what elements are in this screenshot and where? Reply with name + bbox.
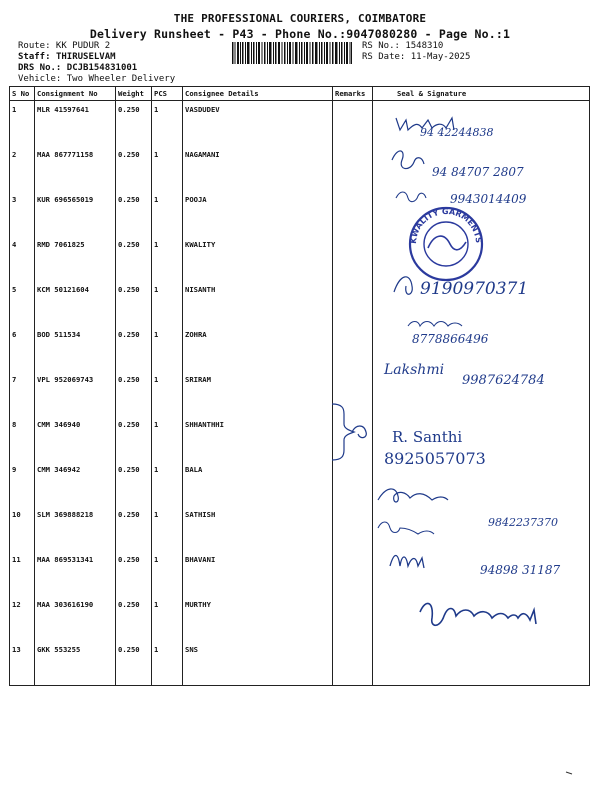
table-row xyxy=(10,326,590,371)
consignment-cell: MAA 869531341 xyxy=(35,551,116,596)
remarks-cell xyxy=(333,326,373,371)
consignee-cell: POOJA xyxy=(183,191,333,236)
stamp-text: KWALITY GARMENTS xyxy=(408,206,484,245)
signature-cell xyxy=(373,551,590,596)
table-row xyxy=(10,551,590,596)
sno-cell: 9 xyxy=(10,461,35,506)
table-row xyxy=(10,101,590,147)
staff-line xyxy=(18,52,116,63)
weight-cell: 0.250 xyxy=(116,506,152,551)
runsheet-table xyxy=(9,86,590,686)
consignee-cell: KWALITY xyxy=(183,236,333,281)
remarks-cell xyxy=(333,596,373,641)
handwritten-phone: 8925057073 xyxy=(384,449,486,468)
drs-line xyxy=(18,63,137,74)
sno-cell: 12 xyxy=(10,596,35,641)
signature-cell xyxy=(373,506,590,551)
consignment-cell: CMM 346940 xyxy=(35,416,116,461)
consignee-cell: ZOHRA xyxy=(183,326,333,371)
remarks-cell xyxy=(333,416,373,461)
handwritten-phone: 9842237370 xyxy=(488,516,558,529)
drs-value: DCJB154831001 xyxy=(66,63,138,73)
pcs-cell: 1 xyxy=(152,596,183,641)
consignee-cell: VASDUDEV xyxy=(183,101,333,147)
sno-cell: 10 xyxy=(10,506,35,551)
table-row xyxy=(10,461,590,506)
weight-cell: 0.250 xyxy=(116,101,152,147)
handwritten-phone: 9190970371 xyxy=(420,279,529,299)
handwritten-phone: 9987624784 xyxy=(462,373,545,388)
table-header-row xyxy=(10,87,590,101)
consignment-cell: BOD 511534 xyxy=(35,326,116,371)
signature-cell xyxy=(373,191,590,236)
col-remarks-header: Remarks xyxy=(333,87,373,101)
rs-date: RS Date: 11-May-2025 xyxy=(362,52,471,62)
col-signature-header: Seal & Signature xyxy=(373,87,590,101)
sno-cell: 13 xyxy=(10,641,35,686)
weight-cell: 0.250 xyxy=(116,371,152,416)
staff-label: Staff: xyxy=(18,52,56,62)
handwritten-phone: 94898 31187 xyxy=(480,563,561,577)
remarks-cell xyxy=(333,461,373,506)
table-row xyxy=(10,596,590,641)
pcs-cell: 1 xyxy=(152,101,183,147)
consignee-cell: SRIRAM xyxy=(183,371,333,416)
signature-cell xyxy=(373,641,590,686)
signature-cell xyxy=(373,101,590,147)
sno-cell: 5 xyxy=(10,281,35,326)
remarks-cell xyxy=(333,506,373,551)
stray-mark xyxy=(566,772,572,774)
pcs-cell: 1 xyxy=(152,641,183,686)
pcs-cell: 1 xyxy=(152,326,183,371)
consignee-cell: SHHANTHHI xyxy=(183,416,333,461)
consignee-cell: BHAVANI xyxy=(183,551,333,596)
col-consignee-header: Consignee Details xyxy=(183,87,333,101)
handwritten-phone: 94 84707 2807 xyxy=(432,165,524,179)
sno-cell: 4 xyxy=(10,236,35,281)
handwritten-name: Lakshmi xyxy=(384,362,445,378)
weight-cell: 0.250 xyxy=(116,191,152,236)
pcs-cell: 1 xyxy=(152,236,183,281)
signature-cell xyxy=(373,146,590,191)
table-row xyxy=(10,191,590,236)
weight-cell: 0.250 xyxy=(116,461,152,506)
consignee-cell: SNS xyxy=(183,641,333,686)
pcs-cell: 1 xyxy=(152,551,183,596)
col-sno-header: S No xyxy=(10,87,35,101)
pcs-cell: 1 xyxy=(152,506,183,551)
consignment-cell: MAA 867771158 xyxy=(35,146,116,191)
company-title: THE PROFESSIONAL COURIERS, COIMBATORE xyxy=(173,12,427,25)
handwritten-phone: 94 42244838 xyxy=(420,126,494,139)
remarks-cell xyxy=(333,101,373,147)
signature-cell xyxy=(373,596,590,641)
pcs-cell: 1 xyxy=(152,281,183,326)
pcs-cell: 1 xyxy=(152,416,183,461)
consignment-cell: MLR 41597641 xyxy=(35,101,116,147)
runsheet-title: Delivery Runsheet - P43 - Phone No.:9047080280 - Page No.:1 xyxy=(89,27,511,41)
consignee-cell: MURTHY xyxy=(183,596,333,641)
remarks-cell xyxy=(333,641,373,686)
weight-cell: 0.250 xyxy=(116,281,152,326)
drs-label: DRS No.: xyxy=(18,63,67,73)
consignment-cell: CMM 346942 xyxy=(35,461,116,506)
consignment-cell: GKK 553255 xyxy=(35,641,116,686)
weight-cell: 0.250 xyxy=(116,326,152,371)
consignee-cell: NAGAMANI xyxy=(183,146,333,191)
sno-cell: 6 xyxy=(10,326,35,371)
consignee-cell: SATHISH xyxy=(183,506,333,551)
table-row xyxy=(10,641,590,686)
weight-cell: 0.250 xyxy=(116,596,152,641)
signature-cell xyxy=(373,416,590,461)
sno-cell: 7 xyxy=(10,371,35,416)
sno-cell: 11 xyxy=(10,551,35,596)
consignee-cell: NISANTH xyxy=(183,281,333,326)
consignment-cell: KUR 696565019 xyxy=(35,191,116,236)
table-row xyxy=(10,236,590,281)
table-row xyxy=(10,371,590,416)
weight-cell: 0.250 xyxy=(116,236,152,281)
sno-cell: 2 xyxy=(10,146,35,191)
weight-cell: 0.250 xyxy=(116,551,152,596)
table-row xyxy=(10,146,590,191)
signature-cell xyxy=(373,371,590,416)
consignment-cell: MAA 303616190 xyxy=(35,596,116,641)
staff-value: THIRUSELVAM xyxy=(55,52,116,62)
consignee-cell: BALA xyxy=(183,461,333,506)
sno-cell: 3 xyxy=(10,191,35,236)
remarks-cell xyxy=(333,236,373,281)
col-weight-header: Weight xyxy=(116,87,152,101)
remarks-cell xyxy=(333,551,373,596)
handwritten-name: R. Santhi xyxy=(392,428,463,446)
remarks-cell xyxy=(333,146,373,191)
remarks-cell xyxy=(333,371,373,416)
route-label: Route: KK PUDUR 2 xyxy=(18,41,111,51)
consignment-cell: RMD 7061825 xyxy=(35,236,116,281)
weight-cell: 0.250 xyxy=(116,146,152,191)
consignment-cell: VPL 952069743 xyxy=(35,371,116,416)
weight-cell: 0.250 xyxy=(116,416,152,461)
pcs-cell: 1 xyxy=(152,146,183,191)
pcs-cell: 1 xyxy=(152,371,183,416)
table-row xyxy=(10,281,590,326)
rs-number: RS No.: 1548310 xyxy=(362,41,444,51)
pcs-cell: 1 xyxy=(152,191,183,236)
col-consignment-header: Consignment No xyxy=(35,87,116,101)
consignment-cell: SLM 369888218 xyxy=(35,506,116,551)
remarks-cell xyxy=(333,191,373,236)
weight-cell: 0.250 xyxy=(116,641,152,686)
signature-cell xyxy=(373,236,590,281)
sno-cell: 1 xyxy=(10,101,35,147)
pcs-cell: 1 xyxy=(152,461,183,506)
table-row xyxy=(10,416,590,461)
barcode-image xyxy=(232,42,352,64)
sno-cell: 8 xyxy=(10,416,35,461)
signature-cell xyxy=(373,461,590,506)
consignment-cell: KCM 50121604 xyxy=(35,281,116,326)
col-pcs-header: PCS xyxy=(152,87,183,101)
handwritten-phone: 9943014409 xyxy=(450,192,527,206)
signature-cell xyxy=(373,326,590,371)
signature-cell xyxy=(373,281,590,326)
vehicle-label: Vehicle: Two Wheeler Delivery xyxy=(18,74,176,84)
table-row xyxy=(10,506,590,551)
remarks-cell xyxy=(333,281,373,326)
handwritten-phone: 8778866496 xyxy=(412,332,489,346)
